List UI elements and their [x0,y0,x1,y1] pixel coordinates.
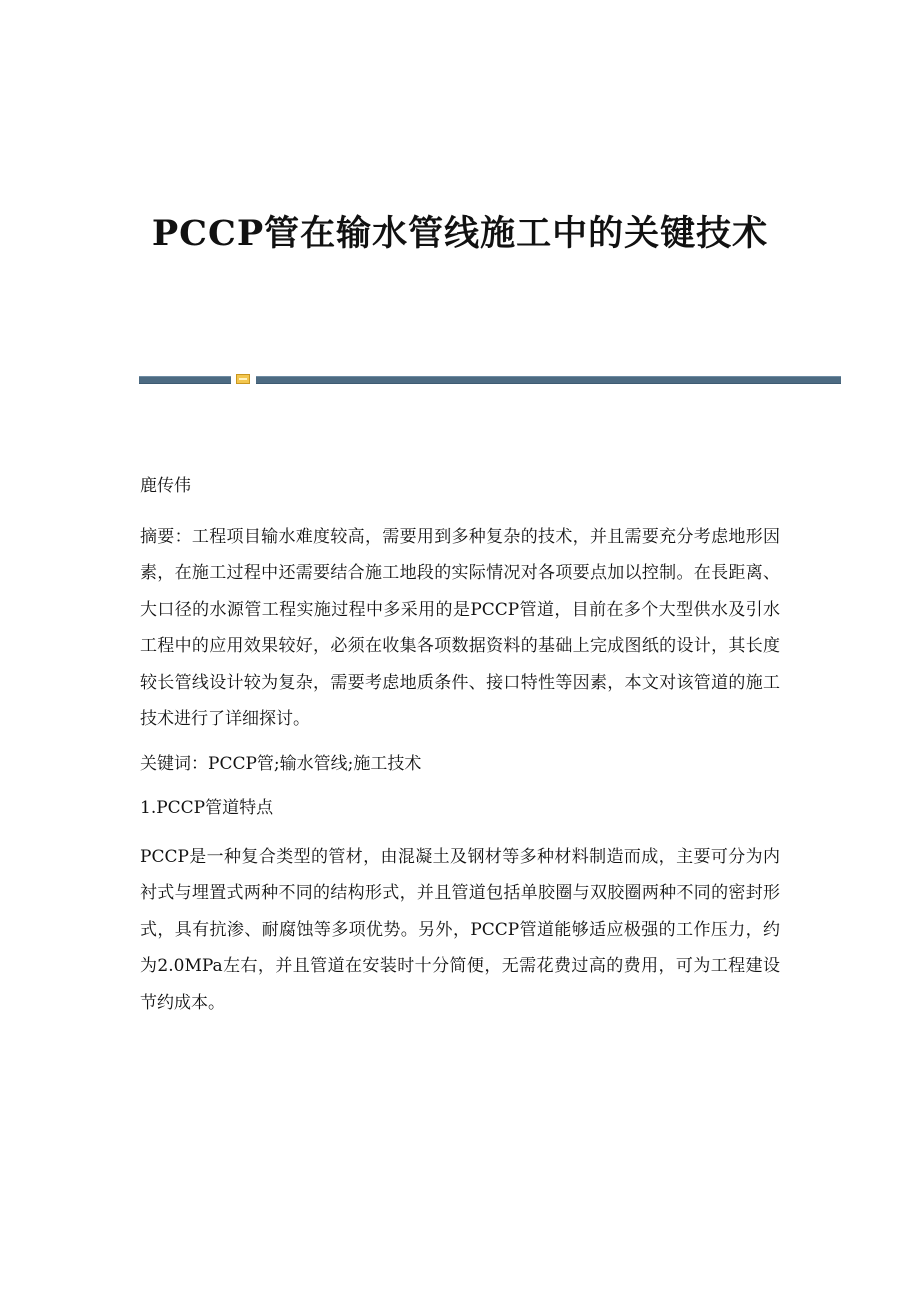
title-divider [139,374,841,384]
document-title: PCCP管在输水管线施工中的关键技术 [151,213,769,254]
section-heading: 1.PCCP管道特点 [140,798,274,818]
divider-bar-right [256,376,841,384]
author-name: 鹿传伟 [140,476,191,496]
divider-bar-left [139,376,231,384]
document-body [140,468,780,1021]
divider-ornament-icon [236,374,250,384]
abstract-paragraph: 摘要：工程项目输水难度较高，需要用到多种复杂的技术，并且需要充分考虑地形因素，在施工过程中还需要结合施工地段的实际情况对各项要点加以控制。在長距离、大口径的水源管工程实施过程中多采用的是PCCP管道，目前在多个大型供水及引水工程中的应用效果较好，必须在收集各项数据资料的基础上完成图纸的设计，其长度较长管线设计较为复杂，需要考虑地质条件、接口特性等因素，本文对该管道的施工技术进行了详细探讨。 [140,526,780,729]
keywords-line: 关键词：PCCP管;输水管线;施工技术 [140,753,422,774]
section-body-paragraph: PCCP是一种复合类型的管材，由混凝土及钢材等多种材料制造而成，主要可分为内衬式与埋置式两种不同的结构形式，并且管道包括单胶圈与双胶圈两种不同的密封形式，具有抗渗、耐腐蚀等多项优势。另外，PCCP管道能够适应极强的工作压力，约为2.0MPa左右，并且管道在安装时十分简便，无需花费过高的费用，可为工程建设节约成本。 [140,846,780,1013]
